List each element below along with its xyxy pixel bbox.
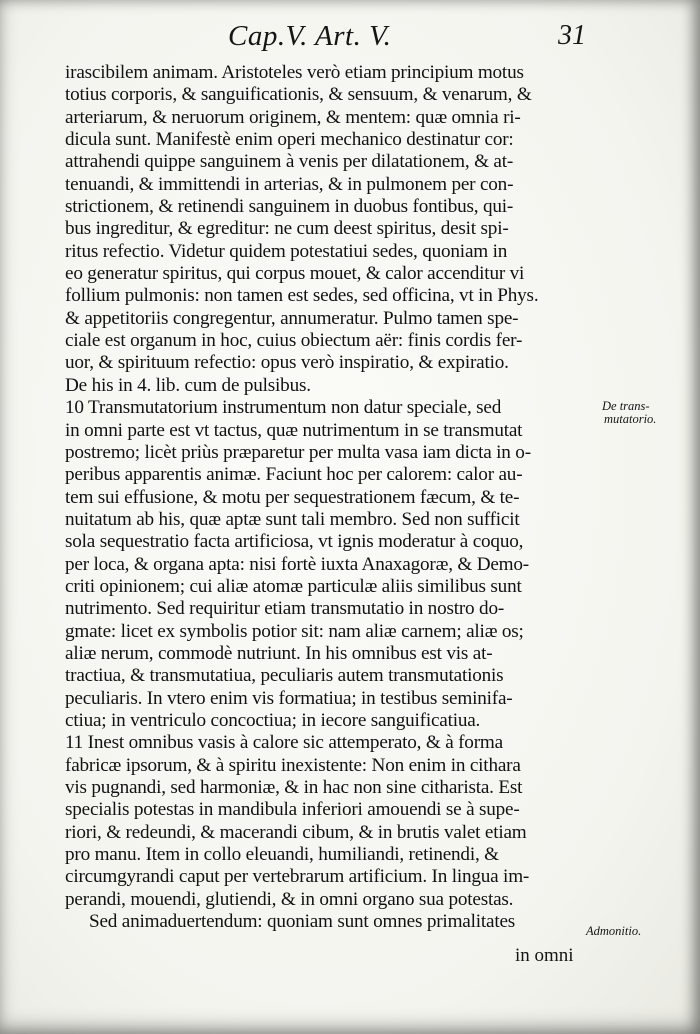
text-line: postremo; licèt priùs præparetur per multa vasa iam dicta in o- <box>65 441 531 463</box>
catchword: in omni <box>515 945 574 966</box>
margin-note-line: De trans- <box>602 399 650 413</box>
text-line: uor, & spirituum refectio: opus verò inspiratio, & expiratio. <box>65 352 509 374</box>
text-line: 10 Transmutatorium instrumentum non datur speciale, sed <box>65 397 502 419</box>
text-line: in omni parte est vt tactus, quæ nutrimentum in se transmutat <box>65 419 523 441</box>
text-line: nuitatum ab his, quæ aptæ sunt tali membro. Sed non sufficit <box>65 508 520 530</box>
text-line: ciale est organum in hoc, cuius obiectum aër: finis cordis fer- <box>65 330 523 352</box>
text-line: peribus apparentis animæ. Faciunt hoc per calorem: calor au- <box>65 464 523 486</box>
text-line: fabricæ ipsorum, & à spiritu inexistente: Non enim in cithara <box>65 754 521 776</box>
text-line: riori, & redeundi, & macerandi cibum, & in brutis valet etiam <box>65 821 527 843</box>
text-line: pro manu. Item in collo eleuandi, humiliandi, retinendi, & <box>65 844 499 866</box>
text-line: perandi, mouendi, glutiendi, & in omni organo sua potestas. <box>65 888 514 910</box>
text-line: De his in 4. lib. cum de pulsibus. <box>65 374 311 396</box>
text-line: follium pulmonis: non tamen est sedes, sed officina, vt in Phys. <box>65 285 539 307</box>
text-line: sola sequestratio facta artificiosa, vt ignis moderatur à coquo, <box>65 531 524 553</box>
text-line: ctiua; in ventriculo concoctiua; in iecore sanguificatiua. <box>65 709 481 731</box>
text-line: strictionem, & retinendi sanguinem in duobus fontibus, qui- <box>65 196 514 218</box>
text-line: criti opinionem; cui aliæ atomæ particulæ aliis similibus sunt <box>65 575 522 597</box>
text-line: circumgyrandi caput per vertebrarum artificium. In lingua im- <box>65 866 530 888</box>
text-line: specialis potestas in mandibula inferiori amouendi se à supe- <box>65 799 520 821</box>
text-line: attrahendi quippe sanguinem à venis per dilatationem, & at- <box>65 151 514 173</box>
text-line: tem sui effusione, & motu per sequestrationem fæcum, & te- <box>65 486 520 508</box>
text-line: vis pugnandi, sed harmoniæ, & in hac non sine citharista. Est <box>65 777 523 798</box>
text-line: gmate: licet ex symbolis potior sit: nam aliæ carnem; aliæ os; <box>65 620 524 642</box>
text-line: 11 Inest omnibus vasis à calore sic attemperato, & à forma <box>65 732 503 754</box>
text-line: arteriarum, & neruorum originem, & mentem: quæ omnia ri- <box>65 106 521 128</box>
text-line: bus ingreditur, & egreditur: ne cum deest spiritus, desit spi- <box>65 218 509 240</box>
margin-note-admonitio: Admonitio. <box>586 924 642 938</box>
body-text <box>65 62 595 933</box>
text-line: irascibilem animam. Aristoteles verò etiam principium motus <box>65 62 524 83</box>
text-line: aliæ nerum, commodè nutriunt. In his omnibus est vis at- <box>65 642 493 664</box>
text-line: peculiaris. In vtero enim vis formatiua; in testibus seminifa- <box>65 687 513 709</box>
text-line: tenuandi, & immittendi in arterias, & in pulmonem per con- <box>65 173 514 195</box>
text-line: dicula sunt. Manifestè enim operi mechanico destinatur cor: <box>65 129 514 151</box>
text-line: eo generatur spiritus, qui corpus mouet, & calor accenditur vi <box>65 263 525 285</box>
text-line: per loca, & organa apta: nisi fortè iuxta Anaxagoræ, & Demo- <box>65 553 529 575</box>
page-number: 31 <box>558 20 586 51</box>
text-line: ritus refectio. Videtur quidem potestatiui sedes, quoniam in <box>65 240 508 262</box>
text-line: totius corporis, & sanguificationis, & sensuum, & venarum, & <box>65 84 532 106</box>
margin-note-line: mutatorio. <box>604 412 657 426</box>
margin-note-transmutatorio <box>602 400 656 426</box>
running-header <box>0 18 700 58</box>
text-line: tractiua, & transmutatiua, peculiaris autem transmutationis <box>65 665 504 687</box>
text-line: Sed animaduertendum: quoniam sunt omnes primalitates <box>89 911 516 933</box>
text-line: nutrimento. Sed requiritur etiam transmutatio in nostro do- <box>65 598 505 620</box>
text-line: & appetitoriis congregentur, annumeratur. Pulmo tamen spe- <box>65 307 519 329</box>
chapter-title: Cap.V. Art. V. <box>228 20 392 52</box>
